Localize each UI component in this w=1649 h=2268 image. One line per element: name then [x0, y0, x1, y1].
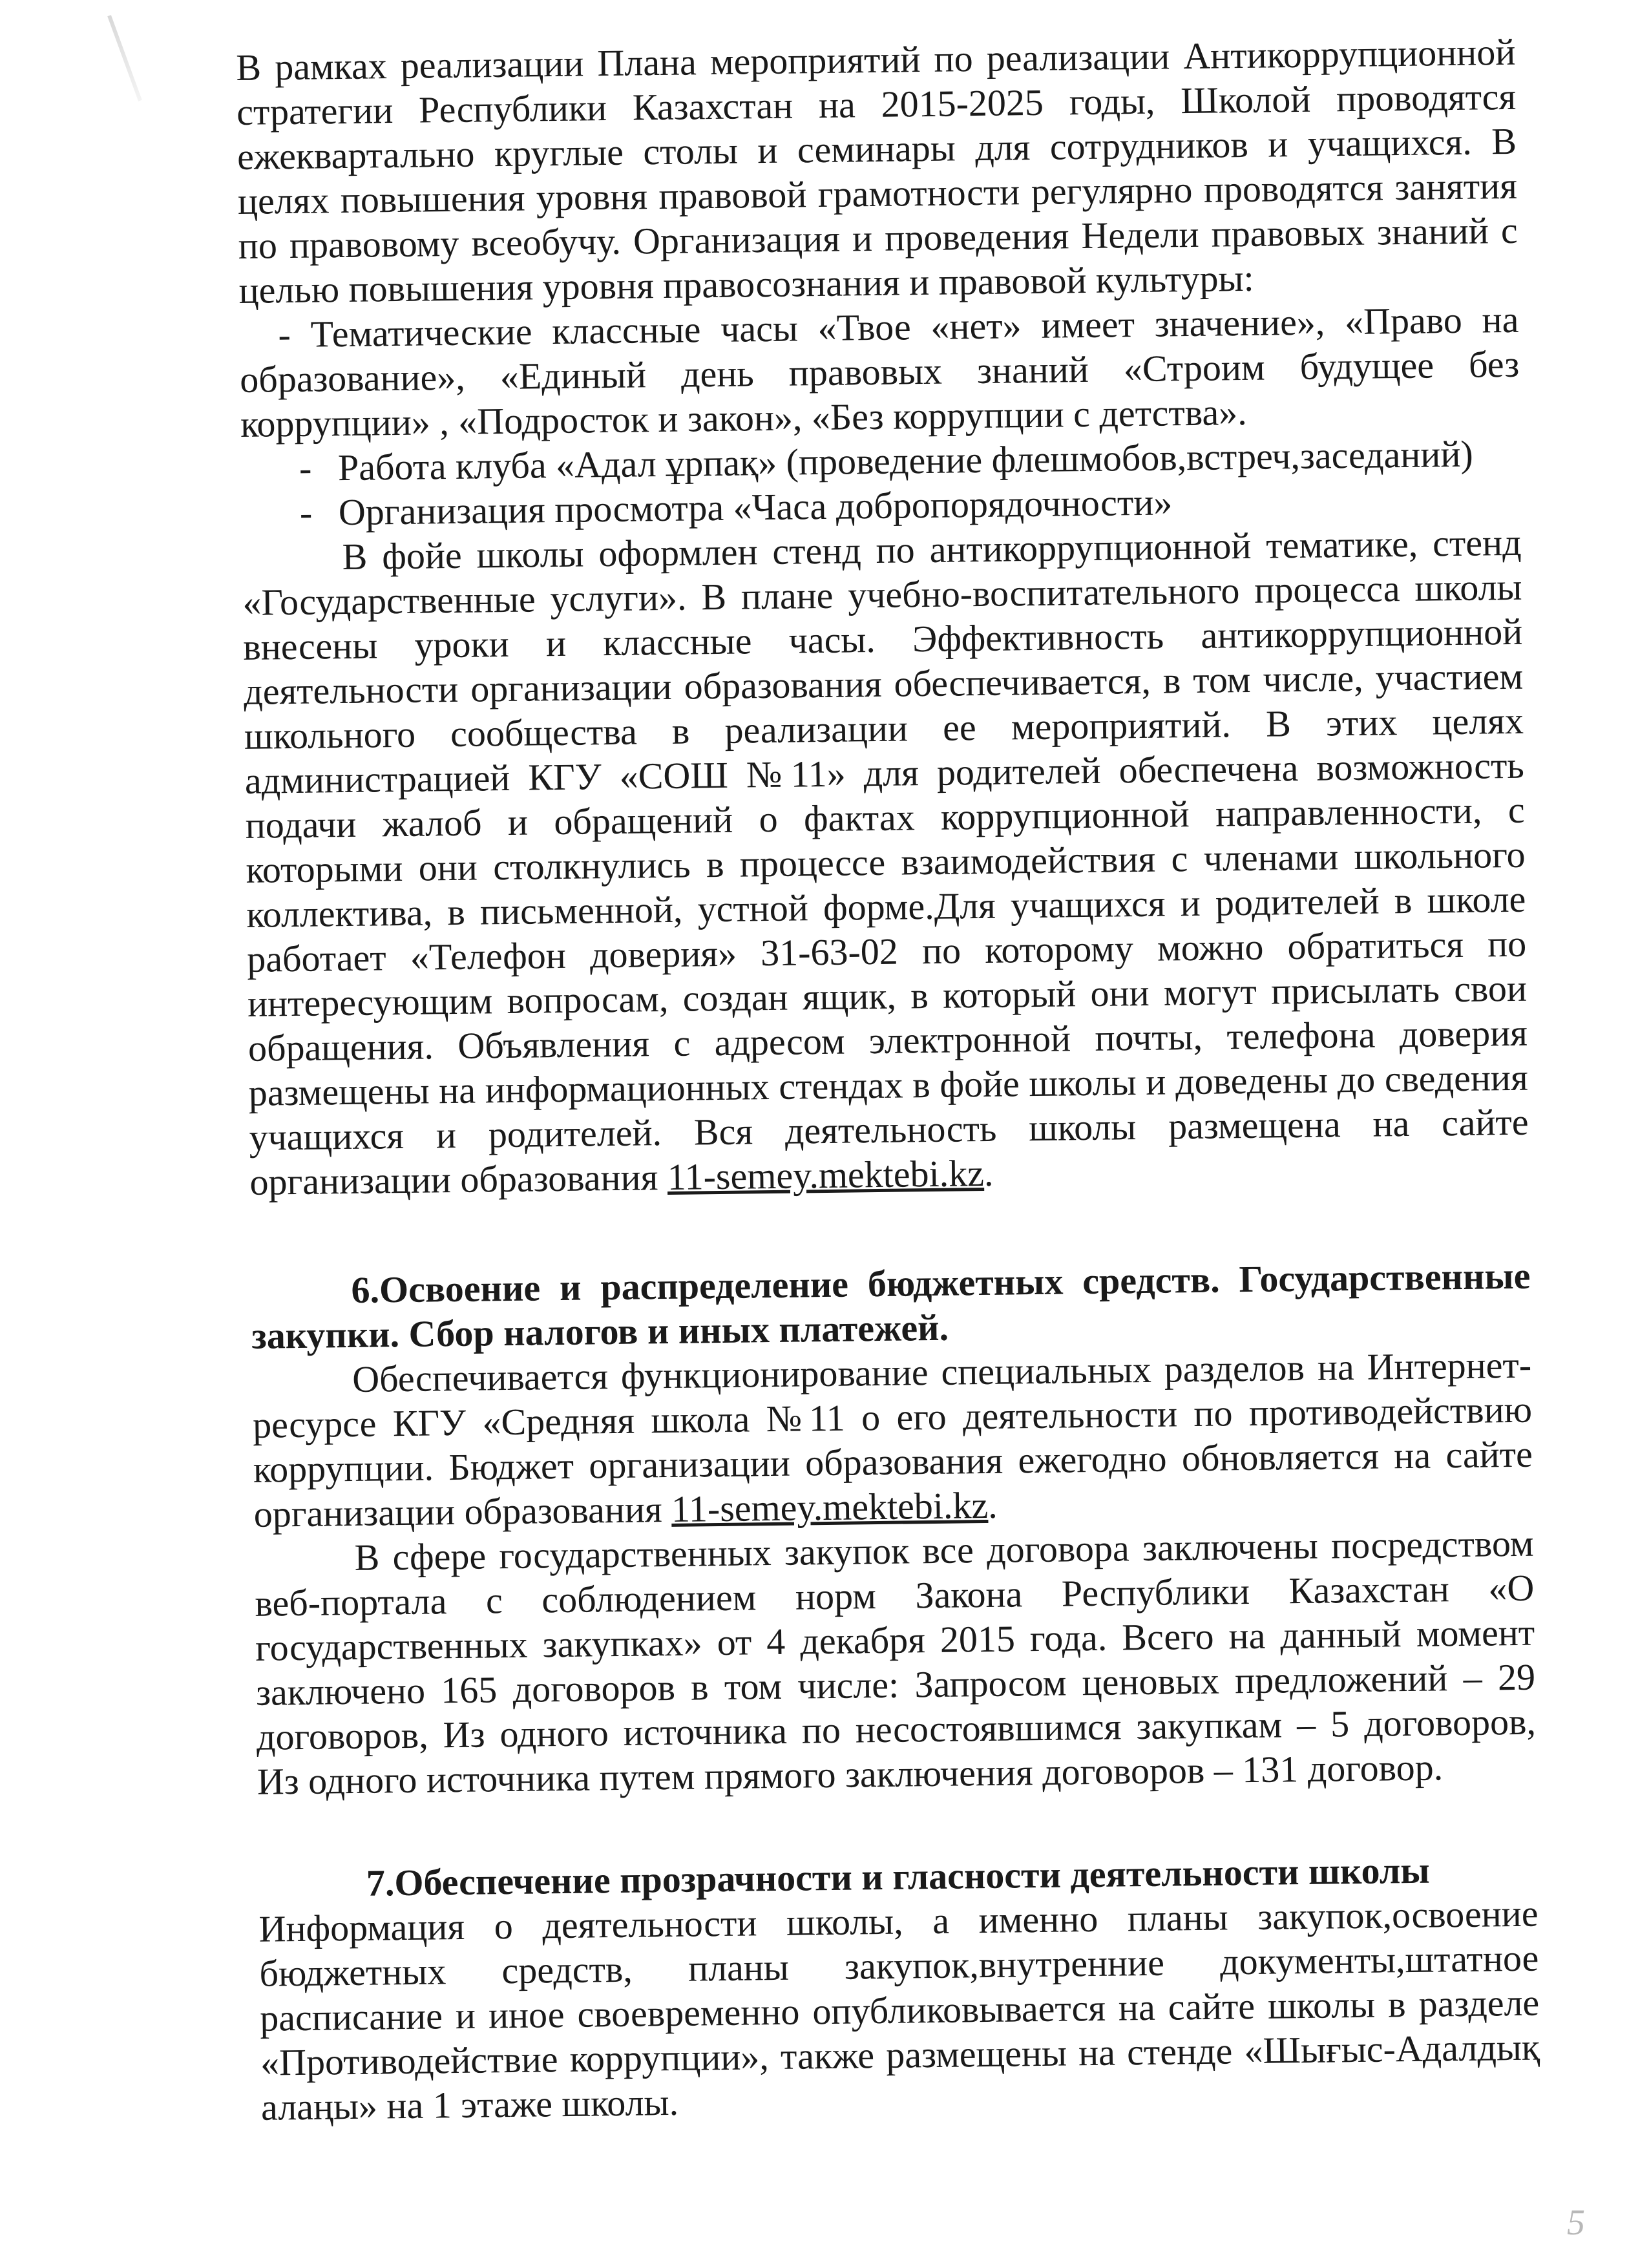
- section-6-paragraph-2: В сфере государственных закупок все договора заключены посредством веб-портала с соблюдением норм Закона Республики Казахстан «О государственных закупках» от 4 декабря 2015 года. Всего на данный момент заключено 165 договоров в том числе: Запросом ценовых предложений – 29 договоров, Из одного источника по несостоявшимся закупкам – 5 договоров, Из одного источника путем прямого заключения договоров – 131 договор.: [255, 1522, 1537, 1803]
- themed-class-hours-item: - Тематические классные часы «Твое «нет» имеет значение», «Право на образование», «Единый день правовых знаний «Строим будущее без коррупции» , «Подросток и закон», «Без коррупции с детства».: [239, 298, 1520, 445]
- section-7-paragraph: Информация о деятельности школы, а именно планы закупок,освоение бюджетных средств, планы закупок,внутренние документы,штатное расписание и иное своевременно опубликовывается на сайте школы в разделе «Противодействие коррупции», также размещены на стенде «Шығыс-Адалдық алаңы» на 1 этаже школы.: [258, 1892, 1540, 2128]
- school-website-link[interactable]: 11-semey.mektebi.kz: [667, 1151, 985, 1198]
- document-page: [236, 30, 1540, 2130]
- bullet-dash: -: [299, 446, 312, 489]
- bullet-text: Организация просмотра «Часа добропорядочности»: [338, 481, 1173, 534]
- bullet-text: Работа клуба «Адал ұрпақ» (проведение флешмобов,встреч,заседаний): [337, 432, 1474, 489]
- stand-paragraph-text: В фойе школы оформлен стенд по антикоррупционной тематике, стенд «Государственные услуги». В плане учебно-воспитательного процесса школы внесены уроки и классные часы. Эффективность антикоррупционной деятельности организации образования обеспечивается, в том числе, участием школьного сообщества в реализации ее мероприятий. В этих целях администрацией КГУ «СОШ №11» для родителей обеспечена возможность подачи жалоб и обращений о фактах коррупционной направленности, с которыми они столкнулись в процессе взаимодействия с членами школьного коллектива, в письменной, устной форме.Для учащихся и родителей в школе работает «Телефон доверия» 31-63-02 по которому можно обратиться по интересующим вопросам, создан ящик, в который они могут присылать свои обращения. Объявления с адресом электронной почты, телефона доверия размещены на информационных стендах в фойе школы и доведены до сведения учащихся и родителей. Вся деятельность школы размещена на сайте организации образования: [242, 521, 1529, 1203]
- section-6-heading: 6.Освоение и распределение бюджетных средств. Государственные закупки. Сбор налогов и иных платежей.: [251, 1254, 1531, 1357]
- scan-edge-mark: [107, 15, 142, 101]
- section-7-heading: 7.Обеспечение прозрачности и гласности деятельности школы: [366, 1849, 1430, 1904]
- school-website-link[interactable]: 11-semey.mektebi.kz: [671, 1484, 989, 1530]
- stand-paragraph: [242, 520, 1529, 1204]
- section-6-paragraph-1: [252, 1343, 1533, 1537]
- section-6-paragraph-1-text: Обеспечивается функционирование специальных разделов на Интернет-ресурсе КГУ «Средняя школа №11 о его деятельности по противодействию коррупции. Бюджет организации образования ежегодно обновляется на сайте организации образования: [252, 1343, 1533, 1535]
- intro-paragraph: В рамках реализации Плана мероприятий по реализации Антикоррупционной стратегии Республики Казахстан на 2015-2025 годы, Школой проводятся ежеквартально круглые столы и семинары для сотрудников и учащихся. В целях повышения уровня правовой грамотности регулярно проводятся занятия по правовому всеобучу. Организация и проведения Недели правовых знаний с целью повышения уровня правосознания и правовой культуры:: [236, 30, 1518, 311]
- page-number: 5: [1567, 2203, 1585, 2243]
- punctuation: .: [983, 1151, 994, 1194]
- punctuation: .: [987, 1484, 998, 1526]
- bullet-dash: -: [299, 491, 313, 534]
